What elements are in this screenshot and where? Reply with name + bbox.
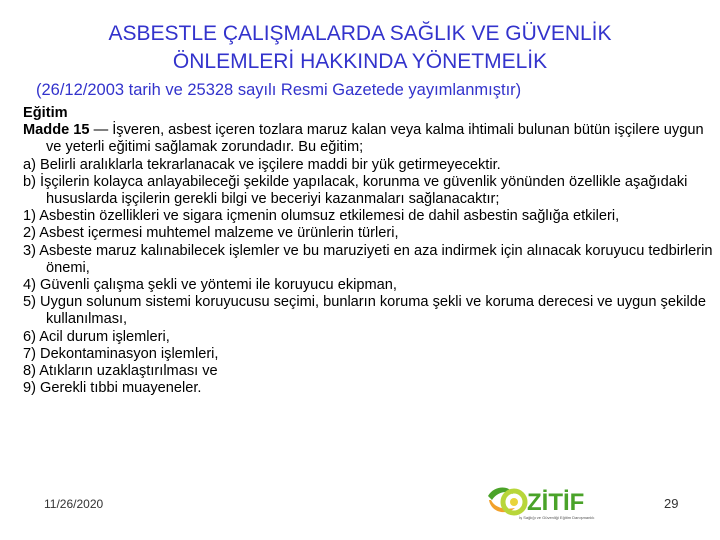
list-item: 9) Gerekli tıbbi muayeneler. — [23, 380, 202, 397]
madde-label: Madde 15 — [23, 122, 90, 139]
ozitif-logo — [485, 482, 635, 522]
list-item: 6) Acil durum işlemleri, — [23, 328, 170, 345]
list-item: 4) Güvenli çalışma şekli ve yöntemi ile koruyucu ekipman, — [23, 277, 397, 294]
madde-text: — İşveren, asbest içeren tozlara maruz kalan veya kalma ihtimali bulunan bütün işçilere uygun ve yeterli eğitimi sağlamak zorundadır. Bu eğitim; — [46, 122, 704, 156]
madde-paragraph — [23, 122, 718, 156]
slide-title — [0, 20, 720, 76]
list-item: 3) Asbeste maruz kalınabilecek işlemler ve bu maruziyeti en aza indirmek için alınacak koruyucu tedbirlerin önemi, — [23, 242, 713, 276]
list-item: 7) Dekontaminasyon işlemleri, — [23, 345, 219, 362]
logo-o-center — [510, 498, 518, 506]
list-item: 8) Atıkların uzaklaştırılması ve — [23, 363, 218, 380]
logo-wordmark: ZİTİF — [527, 489, 585, 516]
list-item: 1) Asbestin özellikleri ve sigara içmenin olumsuz etkilemesi de dahil asbestin sağlığa etkileri, — [23, 208, 620, 225]
slide-subtitle: (26/12/2003 tarih ve 25328 sayılı Resmi Gazetede yayımlanmıştır) — [36, 81, 522, 99]
list-item: a) Belirli aralıklarla tekrarlanacak ve işçilere maddi bir yük getirmeyecektir. — [23, 156, 501, 173]
slide-title-line1: ASBESTLE ÇALIŞMALARDA SAĞLIK VE GÜVENLİK — [108, 22, 612, 45]
section-heading: Eğitim — [23, 105, 68, 121]
list-item: 2) Asbest içermesi muhtemel malzeme ve ürünlerin türleri, — [23, 225, 399, 242]
list-item: b) İşçilerin kolayca anlayabileceği şekilde yapılacak, korunma ve güvenlik yönünden özellikle aşağıdaki hususlarda işçilerin gerekli bilgi ve beceriyi kazanmaları sağlanacaktır; — [23, 173, 688, 208]
slide-body — [23, 105, 718, 397]
slide-title-line2: ÖNLEMLERİ HAKKINDA YÖNETMELİK — [172, 50, 548, 73]
footer-date: 11/26/2020 — [44, 497, 104, 511]
page-number: 29 — [664, 496, 679, 511]
logo-tagline: İş Sağlığı ve Güvenliği Eğitim Danışmanlık — [519, 515, 595, 520]
list-item: 5) Uygun solunum sistemi koruyucusu seçimi, bunların koruma şekli ve koruma derecesi ve uygun şekilde kullanılması, — [23, 294, 706, 328]
